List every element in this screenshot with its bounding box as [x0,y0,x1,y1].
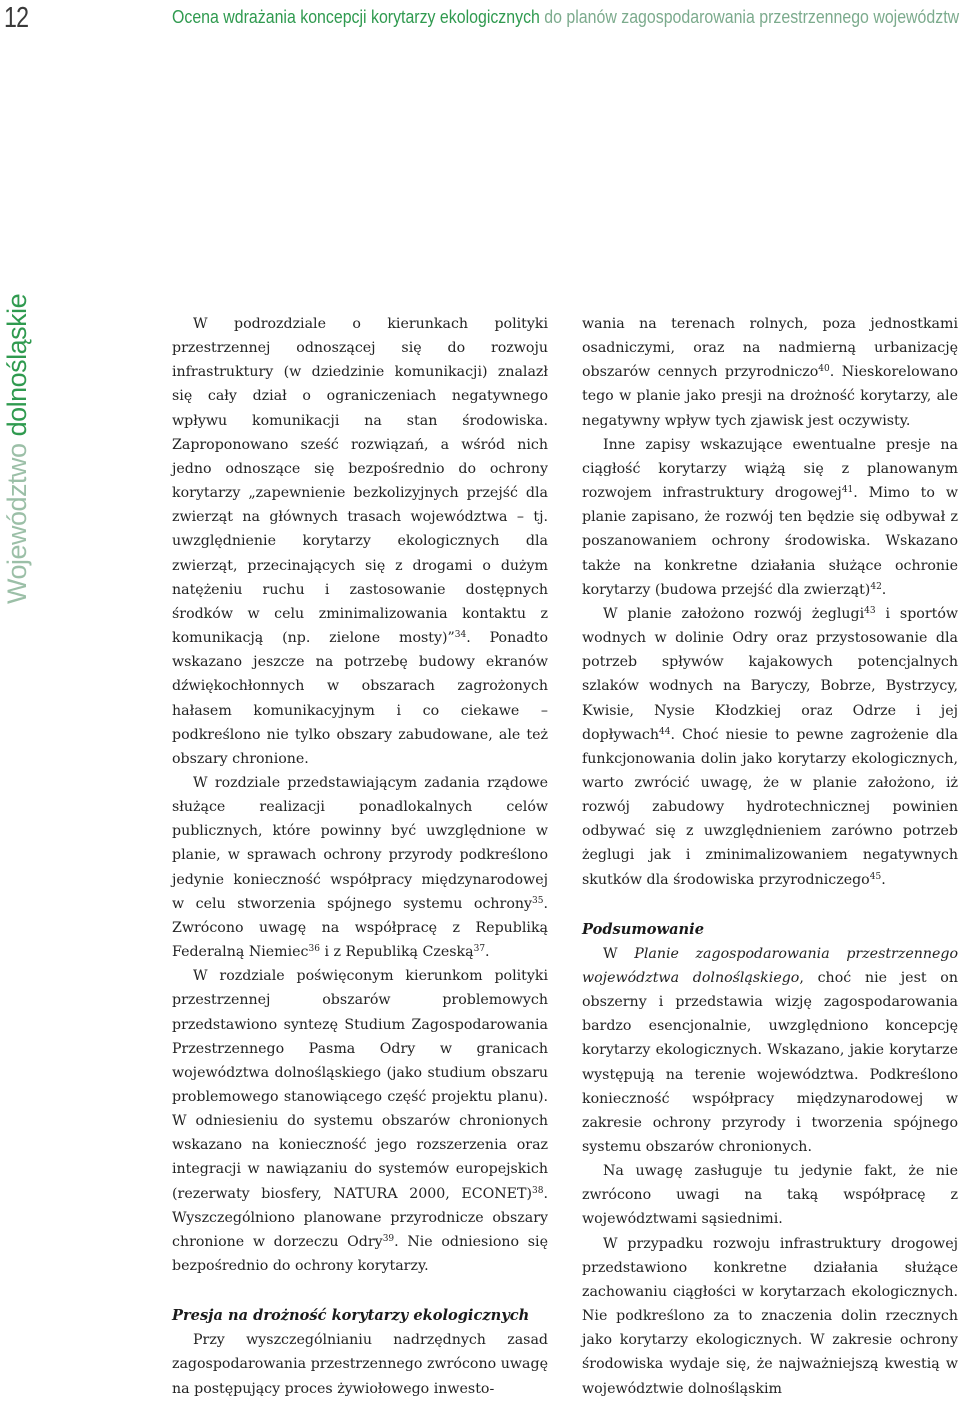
plan-title: Planie zagospodarowania przestrzennego województwa dolnośląskiego [582,945,959,986]
paragraph-text: W rozdziale poświęconym kierunkom polityki przestrzennej obszarów problemowych przedstawiono syntezę Studium Zagospodarowania Przestrzennego Pasma Odry w granicach województwa dolnośląskiego (jako studium obszaru problemowego stanowiącego część projektu planu). W odniesieniu do systemu obszarów chronionych wskazano na konieczność jego rozszerzenia oraz integracji w nawiązaniu do systemów europejskich (rezerwaty biosfery, NATURA 2000, ECONET) [172,968,548,1202]
paragraph-text: . [881,581,887,598]
paragraph-text: . Choć niesie to pewne zagrożenie dla funkcjonowania dolin jako korytarzy ekologicznych, warto zwrócić uwagę, że w planie założono, iż rozwój zabudowy hydrotechnicznej powinien odbywać się z uwzględnieniem zarówno potrzeb żeglugi jak i zminimalizowaniem negatywnych skutków dla środowiska przyrodniczego [582,726,958,888]
paragraph-text: i z Republiką Czeską [319,944,474,961]
footnote-ref: 38 [532,1185,544,1196]
paragraph [582,602,958,892]
side-title-dark: dolnośląskie [2,293,32,437]
paragraph-text: . Mimo to w planie zapisano, że rozwój ten będzie się odbywał z poszanowaniem ochrony środowiska. Wskazano także na konkretne działania służące ochronie korytarzy (budowa przejść dla zwierząt) [582,485,958,598]
side-title-light: Województwo [2,436,32,604]
running-header [172,6,959,28]
paragraph [582,433,958,602]
paragraph [582,312,958,433]
running-header-title: Ocena wdrażania koncepcji korytarzy ekologicznych [172,6,540,27]
paragraph [172,964,548,1278]
footnote-ref: 37 [473,944,486,955]
paragraph [172,312,548,771]
paragraph: Na uwagę zasługuje tu jedynie fakt, że nie zwrócono uwagi na taką współpracę z województwami sąsiednimi. [582,1163,958,1228]
footnote-ref: 34 [454,630,467,641]
footnote-ref: 36 [308,944,320,955]
paragraph-text: W rozdziale przedstawiającym zadania rządowe służące realizacji ponadlokalnych celów publicznych, które powinny być uwzględnione w planie, w sprawach ochrony przyrody podkreślono jedynie konieczność współpracy międzynarodowej w celu stworzenia spójnego systemu ochrony [172,774,548,912]
page-number: 12 [4,2,29,34]
right-column [582,312,958,1401]
paragraph-text: . Ponadto wskazano jeszcze na potrzebę budowy ekranów dźwiękochłonnych w obszarach zagrożonych hałasem komunikacyjnym i co ciekawe – podkreślono nie tylko obszary zabudowane, ale też obszary chronione. [172,630,549,767]
side-region-title [2,293,33,604]
paragraph [172,771,548,964]
footnote-ref: 40 [818,364,830,375]
paragraph-text: W planie założono rozwój żeglugi [603,605,865,622]
paragraph-text: , choć nie jest on obszerny i przedstawia wizję zagospodarowania bardzo esencjonalnie, uwzględniono koncepcję korytarzy ekologicznych. Wskazano, jakie korytarze występują na terenie województwa. Podkreślono konieczność współpracy międzynarodowej w zakresie ochrony przyrody i tworzenia spójnego systemu obszarów chronionych. [582,969,958,1155]
paragraph-text: . Wyszczególniono planowane przyrodnicze obszary chronione w dorzeczu Odry [172,1185,548,1250]
footnote-ref: 45 [869,871,882,882]
footnote-ref: 39 [382,1233,395,1244]
running-header-subtitle: do planów zagospodarowania przestrzennego województw [539,6,960,27]
left-column [172,312,548,1401]
paragraph-text: Inne zapisy wskazujące ewentualne presje na ciągłość korytarzy wiążą się z planowanym rozwojem infrastruktury drogowej [582,436,958,502]
paragraph-text: . [881,871,886,888]
paragraph-text: . Nieskorelowano tego w planie jako presji na drożność korytarzy, ale negatywny wpływ tych zjawisk jest oczywisty. [582,364,959,429]
footnote-ref: 35 [532,895,544,906]
footnote-ref: 43 [864,605,876,616]
section-heading: Podsumowanie [582,920,704,938]
footnote-ref: 42 [870,581,882,592]
footnote-ref: 44 [659,726,671,737]
paragraph [582,942,958,1159]
paragraph-text: . Zwrócono uwagę na współpracę z Republiką Federalną Niemiec [172,895,548,961]
paragraph-text: W [603,945,635,962]
footnote-ref: 41 [841,485,854,496]
paragraph-text: i sportów wodnych w dolinie Odry oraz przystosowanie dla potrzeb spływów kajakowych potencjalnych szlaków wodnych na Baryczy, Bobrze, Bystrzycy, Kwisie, Nysie Kłodzkiej oraz Odrze i jej dopływach [582,605,959,743]
section-heading: Presja na drożność korytarzy ekologicznych [172,1307,530,1325]
paragraph-text: W podrozdziale o kierunkach polityki przestrzennej odnoszącej się do rozwoju infrastruktury (w dziedzinie komunikacji) znalazł się cały dział o ograniczeniach negatywnego wpływu komunikacji na stan środowiska. Zaproponowano sześć rozwiązań, a wśród nich jedno odnoszące się bezpośrednio do ochrony korytarzy „zapewnienie bezkolizyjnych przejść dla zwierząt na głównych trasach województwa – tj. uwzględnienie korytarzy ekologicznych dla zwierząt, przecinających się z drogami o dużym natężeniu ruchu i zastosowanie dostępnych środków w celu zminimalizowania kontaktu z komunikacją (np. zielone mosty)” [172,316,548,647]
paragraph-text: wania na terenach rolnych, poza jednostkami osadniczymi, oraz na nadmierną urbanizację obszarów cennych przyrodniczo [582,316,958,381]
paragraph: Przy wyszczególnianiu nadrzędnych zasad zagospodarowania przestrzennego zwrócono uwagę na postępujący proces żywiołowego inwesto- [172,1332,548,1397]
paragraph-text: . Nie odniesiono się bezpośrednio do ochrony korytarzy. [172,1233,548,1275]
paragraph-text: . [485,944,490,961]
paragraph: W przypadku rozwoju infrastruktury drogowej przedstawiono konkretne działania służące zachowaniu ciągłości w korytarzach ekologicznych. Nie podkreślono za to znaczenia dolin rzecznych jako korytarzy ekologicznych. W zakresie ochrony środowiska wydaje się, że najważniejszą kwestią w województwie dolnośląskim [582,1235,958,1397]
